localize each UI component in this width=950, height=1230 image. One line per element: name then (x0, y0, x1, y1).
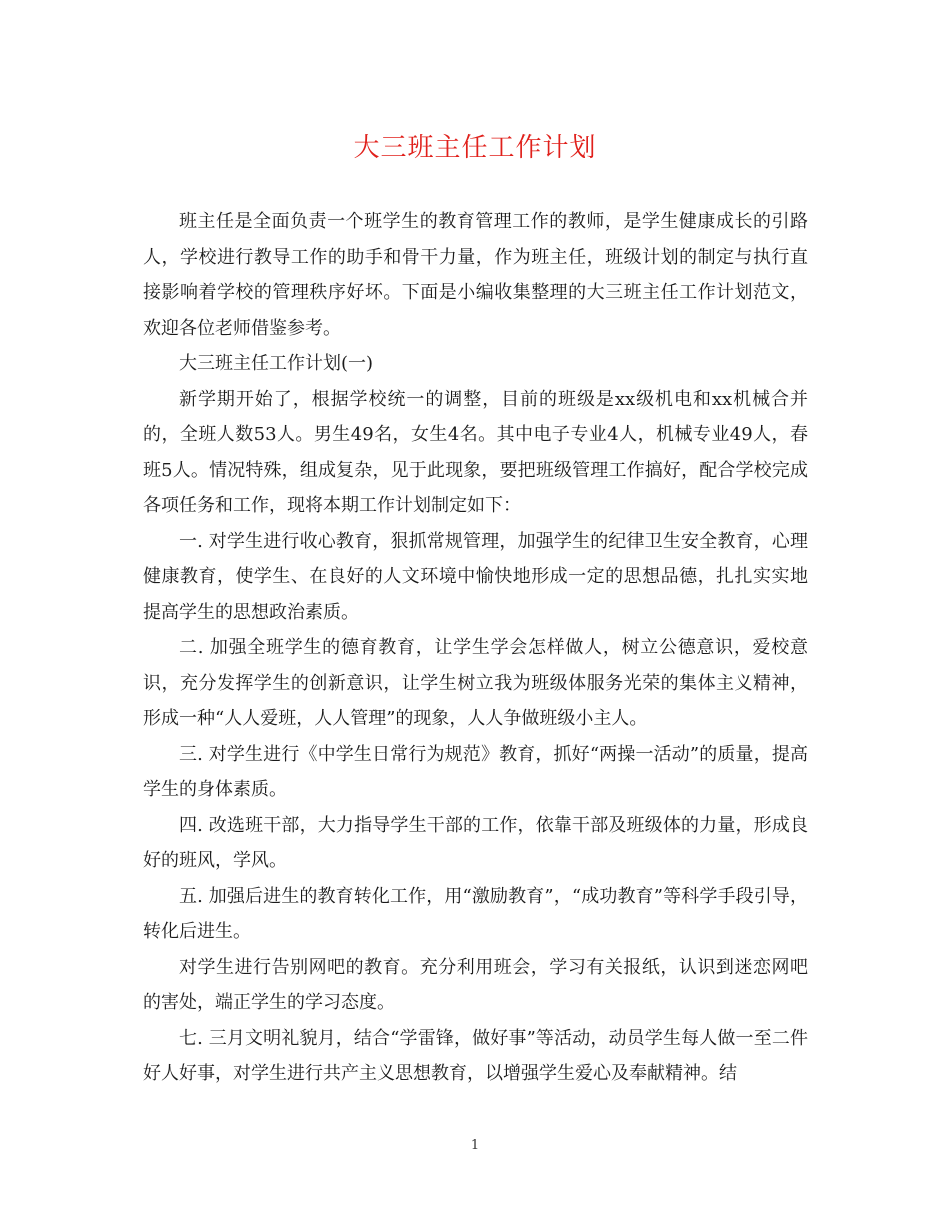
paragraph-intro: 班主任是全面负责一个班学生的教育管理工作的教师，是学生健康成长的引路人，学校进行教导工作的助手和骨干力量，作为班主任，班级计划的制定与执行直接影响着学校的管理秩序好坏。下面是小编收集整理的大三班主任工作计划范文，欢迎各位老师借鉴参考。 (143, 211, 808, 339)
paragraph-item-1: 一. 对学生进行收心教育，狠抓常规管理，加强学生的纪律卫生安全教育，心理健康教育，使学生、在良好的人文环境中愉快地形成一定的思想品德，扎扎实实地提高学生的思想政治素质。 (143, 530, 808, 623)
paragraph-item-4: 四. 改选班干部，大力指导学生干部的工作，依靠干部及班级体的力量，形成良好的班风，学风。 (143, 814, 808, 871)
paragraph-section-heading: 大三班主任工作计划(一) (179, 353, 374, 374)
paragraph-item-3: 三. 对学生进行《中学生日常行为规范》教育，抓好“两操一活动”的质量，提高学生的身体素质。 (143, 743, 808, 800)
paragraph-item-7: 七. 三月文明礼貌月，结合“学雷锋，做好事”等活动，动员学生每人做一至二件好人好事，对学生进行共产主义思想教育，以增强学生爱心及奉献精神。结 (143, 1027, 808, 1084)
paragraph-class-overview: 新学期开始了，根据学校统一的调整，目前的班级是xx级机电和xx机械合并的，全班人数53人。男生49名，女生4名。其中电子专业4人，机械专业49人，春班5人。情况特殊，组成复杂，见于此现象，要把班级管理工作搞好，配合学校完成各项任务和工作，现将本期工作计划制定如下： (143, 388, 808, 516)
paragraph-item-2: 二. 加强全班学生的德育教育，让学生学会怎样做人，树立公德意识，爱校意识，充分发挥学生的创新意识，让学生树立我为班级体服务光荣的集体主义精神，形成一种“人人爱班，人人管理”的现象，人人争做班级小主人。 (143, 637, 808, 729)
document-body (143, 204, 808, 1092)
page-number: 1 (470, 1138, 480, 1153)
paragraph-internet-cafe: 对学生进行告别网吧的教育。充分利用班会，学习有关报纸，认识到迷恋网吧的害处，端正学生的学习态度。 (143, 956, 808, 1013)
paragraph-item-5: 五. 加强后进生的教育转化工作，用“激励教育”，“成功教育”等科学手段引导，转化后进生。 (143, 885, 808, 942)
document-title: 大三班主任工作计划 (353, 133, 597, 163)
